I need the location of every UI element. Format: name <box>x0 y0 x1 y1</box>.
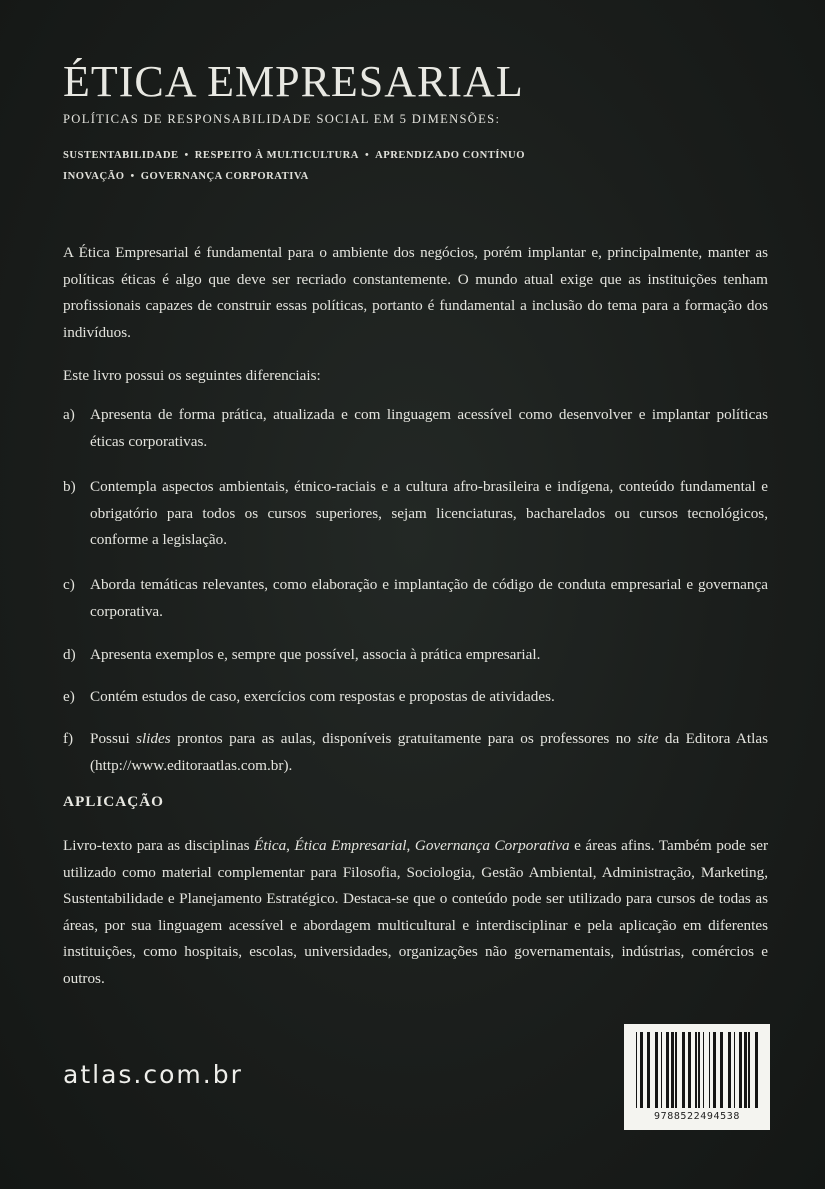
aplicacao-text-part: e áreas afins. Também pode ser utilizado como material complementar para Filosofia, Sociologia, Gestão Ambiental, Administração, Marketing, Sustentabilidade e Planejamento Estratégico. Destaca-se que o conteúdo pode ser utilizado para cursos de todas as áreas, por sua linguagem acessível e abordagem multicultural e interdisciplinar e pela aplicação em diferentes instituições, como hospitais, escolas, universidades, organizações não governamentais, indústrias, comércios e outros. <box>63 837 769 987</box>
barcode-bar <box>709 1032 710 1108</box>
feature-text: Apresenta de forma prática, atualizada e com linguagem acessível como desenvolver e implantar políticas éticas corporativas. <box>90 406 768 450</box>
barcode-bar <box>661 1032 662 1108</box>
barcode-bar <box>713 1032 716 1108</box>
barcode <box>624 1024 770 1130</box>
barcode-bar <box>703 1032 704 1108</box>
barcode-bar <box>682 1032 685 1108</box>
aplicacao-text-part: Livro-texto para as disciplinas <box>63 837 255 854</box>
barcode-bar <box>647 1032 650 1108</box>
dimensions-line-2 <box>63 171 309 182</box>
barcode-bar <box>698 1032 700 1108</box>
dimension-item: GOVERNANÇA CORPORATIVA <box>140 171 309 182</box>
feature-label: e) <box>63 688 75 705</box>
feature-label: b) <box>63 478 76 495</box>
barcode-bar <box>739 1032 742 1108</box>
feature-label: c) <box>63 576 75 593</box>
discipline-name: Ética <box>254 837 287 854</box>
book-subtitle: POLÍTICAS DE RESPONSABILIDADE SOCIAL EM 5 DIMENSÕES: <box>63 112 501 126</box>
dimension-item: INOVAÇÃO <box>63 171 125 182</box>
feature-text-part: prontos para as aulas, disponíveis gratuitamente para os professores no <box>170 730 638 747</box>
feature-item-d <box>63 642 768 669</box>
feature-text-emphasis: slides <box>136 730 171 747</box>
feature-text: Contém estudos de caso, exercícios com respostas e propostas de atividades. <box>90 688 555 705</box>
barcode-bar <box>728 1032 731 1108</box>
book-title: ÉTICA EMPRESARIAL <box>63 57 524 106</box>
barcode-bar <box>720 1032 723 1108</box>
feature-text-part: da Editora Atlas (http://www.editoraatlas.com.br). <box>90 730 768 774</box>
aplicacao-paragraph <box>63 833 768 993</box>
dimension-separator: • <box>364 150 370 161</box>
feature-label: f) <box>63 730 74 747</box>
barcode-bar <box>755 1032 758 1108</box>
feature-label: a) <box>63 406 75 423</box>
feature-item-c <box>63 572 768 625</box>
barcode-bar <box>655 1032 658 1108</box>
features-lead: Este livro possui os seguintes diferenciais: <box>63 367 321 384</box>
feature-item-e <box>63 684 768 711</box>
barcode-bar <box>636 1032 637 1108</box>
aplicacao-heading: APLICAÇÃO <box>63 793 164 810</box>
feature-item-f <box>63 726 768 779</box>
barcode-bar <box>688 1032 691 1108</box>
barcode-bar <box>748 1032 750 1108</box>
dimensions-line-1 <box>63 150 525 161</box>
barcode-bar <box>671 1032 674 1108</box>
feature-label: d) <box>63 646 76 663</box>
publisher-website: atlas.com.br <box>63 1060 243 1089</box>
dimension-item: RESPEITO À MULTICULTURA <box>194 150 359 161</box>
feature-item-a <box>63 402 768 455</box>
isbn-number: 9788522494538 <box>653 1111 741 1122</box>
feature-text: Contempla aspectos ambientais, étnico-raciais e a cultura afro-brasileira e indígena, conteúdo fundamental e obrigatório para todos os cursos superiores, sejam licenciaturas, bacharelados ou cursos tecnológicos, conforme a legislação. <box>90 478 768 549</box>
dimension-item: APRENDIZADO CONTÍNUO <box>375 150 525 161</box>
barcode-bars <box>634 1032 760 1108</box>
discipline-name: Ética Empresarial <box>294 837 407 854</box>
feature-text: Aborda temáticas relevantes, como elaboração e implantação de código de conduta empresarial e governança corporativa. <box>90 576 768 620</box>
feature-text-emphasis: site <box>637 730 659 747</box>
dimension-separator: • <box>130 171 135 182</box>
feature-text: Apresenta exemplos e, sempre que possível, associa à prática empresarial. <box>90 646 541 663</box>
barcode-bar <box>675 1032 677 1108</box>
dimension-separator: • <box>184 150 189 161</box>
barcode-bar <box>734 1032 735 1108</box>
barcode-bar <box>695 1032 697 1108</box>
discipline-name: Governança Corporativa <box>414 837 570 854</box>
feature-text <box>90 726 768 779</box>
aplicacao-text-part: , <box>286 837 295 854</box>
dimension-item: SUSTENTABILIDADE <box>63 150 179 161</box>
barcode-bar <box>744 1032 747 1108</box>
barcode-bar <box>640 1032 643 1108</box>
feature-text-part: Possui <box>90 730 137 747</box>
intro-paragraph: A Ética Empresarial é fundamental para o ambiente dos negócios, porém implantar e, principalmente, manter as políticas éticas é algo que deve ser recriado constantemente. O mundo atual exige que as instituições tenham profissionais capazes de construir essas políticas, portanto é fundamental a inclusão do tema para a formação dos indivíduos. <box>63 244 768 341</box>
aplicacao-text-part: , <box>406 837 415 854</box>
feature-item-b <box>63 474 768 554</box>
barcode-bar <box>666 1032 669 1108</box>
